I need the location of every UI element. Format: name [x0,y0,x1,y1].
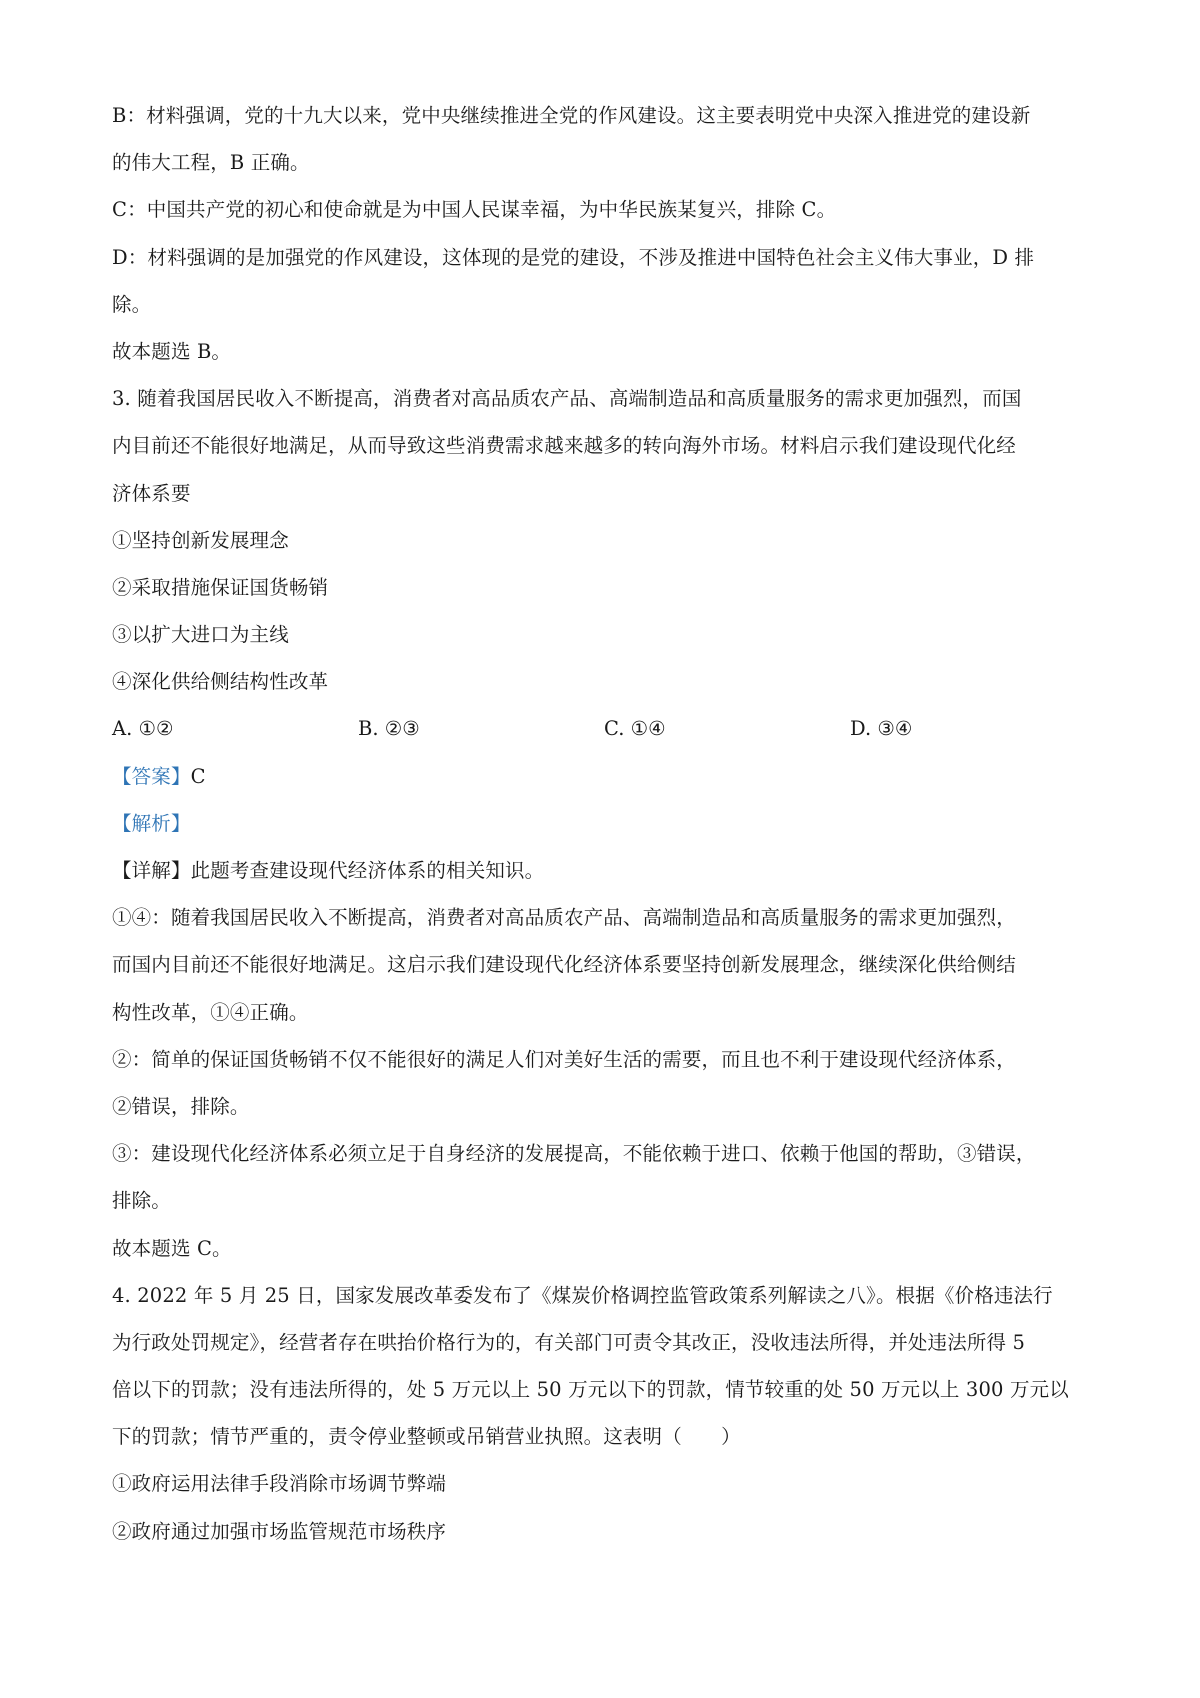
q3-explain-2-line-1: ②：简单的保证国货畅销不仅不能很好的满足人们对美好生活的需要，而且也不利于建设现代经济体系， [112,1047,1016,1071]
q3-item-2: ②采取措施保证国货畅销 [112,575,329,599]
q2-analysis-d-line-2: 除。 [112,292,152,316]
q3-analysis-line [112,800,1102,847]
q3-option-d: D. ③④ [850,717,913,741]
q3-stem-line-1: 3. 随着我国居民收入不断提高，消费者对高品质农产品、高端制造品和高质量服务的需求更加强烈，而国 [112,387,1022,411]
q3-stem-line-3: 济体系要 [112,481,191,505]
q2-analysis-d-line-1: D：材料强调的是加强党的作风建设，这体现的是党的建设，不涉及推进中国特色社会主义伟大事业，D 排 [112,245,1035,269]
q3-explain-14-line-1: ①④：随着我国居民收入不断提高，消费者对高品质农产品、高端制造品和高质量服务的需求更加强烈， [112,906,1016,930]
q4-stem-line-4: 下的罚款；情节严重的，责令停业整顿或吊销营业执照。这表明（ ） [112,1425,741,1449]
q4-item-1: ①政府运用法律手段消除市场调节弊端 [112,1472,447,1496]
analysis-tag: 【解析】 [112,811,191,835]
q2-analysis-b-line-1: B：材料强调，党的十九大以来，党中央继续推进全党的作风建设。这主要表明党中央深入推进党的建设新 [112,104,1031,127]
q3-option-b: B. ②③ [358,717,420,741]
answer-tag: 【答案】 [112,764,191,788]
q3-item-1: ①坚持创新发展理念 [112,528,289,552]
q3-item-4: ④深化供给侧结构性改革 [112,670,329,694]
q2-analysis-c-line: C：中国共产党的初心和使命就是为中国人民谋幸福，为中华民族某复兴，排除 C。 [112,198,837,222]
q3-explain-2-line-2: ②错误，排除。 [112,1094,250,1118]
q3-options-row [112,705,1102,752]
q4-stem-line-1: 4. 2022 年 5 月 25 日，国家发展改革委发布了《煤炭价格调控监管政策系列解读之八》。根据《价格违法行 [112,1283,1053,1307]
q4-stem-line-2: 为行政处罚规定》，经营者存在哄抬价格行为的，有关部门可责令其改正，没收违法所得，并处违法所得 5 [112,1330,1026,1354]
q3-item-3: ③以扩大进口为主线 [112,623,289,647]
q3-option-c: C. ①④ [604,717,666,741]
q4-stem-line-3: 倍以下的罚款；没有违法所得的，处 5 万元以上 50 万元以下的罚款，情节较重的处 50 万元以上 300 万元以 [112,1378,1069,1402]
q2-conclusion: 故本题选 B。 [112,339,232,363]
q2-analysis-b-line-2: 的伟大工程，B 正确。 [112,151,310,175]
q3-explain-3-line-1: ③：建设现代化经济体系必须立足于自身经济的发展提高，不能依赖于进口、依赖于他国的帮助，③错误， [112,1142,1036,1166]
q4-item-2: ②政府通过加强市场监管规范市场秩序 [112,1519,447,1543]
q3-conclusion: 故本题选 C。 [112,1236,232,1260]
q3-option-a: A. ①② [112,717,174,741]
answer-value: C [190,764,206,788]
q3-detail-line: 【详解】此题考查建设现代经济体系的相关知识。 [112,859,545,882]
q3-explain-14-line-2: 而国内目前还不能很好地满足。这启示我们建设现代化经济体系要坚持创新发展理念，继续深化供给侧结 [112,953,1016,977]
document-page [112,92,1102,1555]
q3-explain-14-line-3: 构性改革，①④正确。 [112,1000,309,1024]
q3-explain-3-line-2: 排除。 [112,1189,171,1213]
q3-stem-line-2: 内目前还不能很好地满足，从而导致这些消费需求越来越多的转向海外市场。材料启示我们建设现代化经 [112,434,1016,458]
q3-answer-line [112,753,1102,800]
